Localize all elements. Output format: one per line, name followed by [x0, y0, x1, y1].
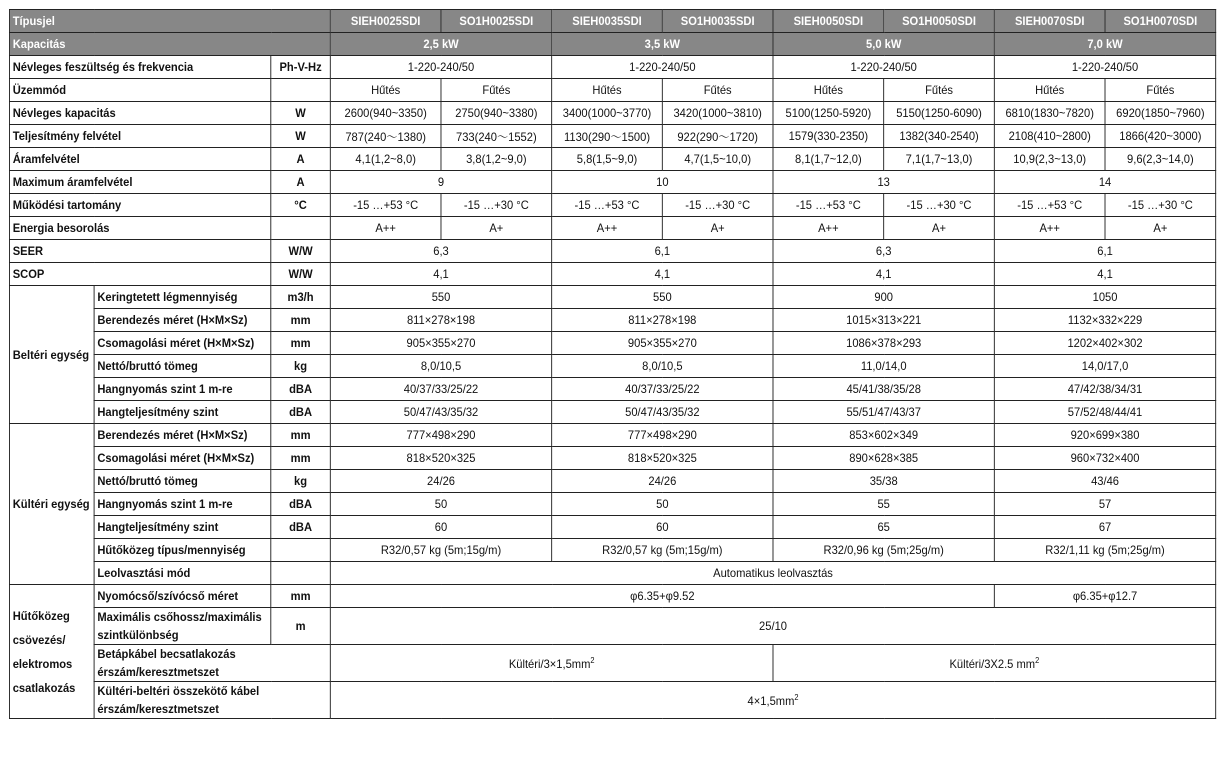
row-label: Névleges feszültség és frekvencia — [9, 56, 270, 79]
cell-value: 40/37/33/25/22 — [552, 378, 773, 401]
cell-value: φ6.35+φ12.7 — [994, 585, 1215, 608]
cell-value: 9 — [330, 171, 551, 194]
row-unit: mm — [271, 585, 331, 608]
cell-value: A+ — [441, 217, 552, 240]
cell-value: 7,1(1,7~13,0) — [884, 148, 995, 171]
table-row — [9, 286, 1215, 309]
cell-value: 55 — [773, 493, 994, 516]
capacity-value: 2,5 kW — [330, 33, 551, 56]
cell-value: 9,6(2,3~14,0) — [1105, 148, 1216, 171]
table-row — [9, 378, 1215, 401]
capacity-value: 7,0 kW — [994, 33, 1215, 56]
superscript: 2 — [590, 655, 595, 665]
cell-value: 818×520×325 — [552, 447, 773, 470]
cell-value: 550 — [330, 286, 551, 309]
row-label: Hűtőközeg típus/mennyiség — [94, 539, 271, 562]
cell-value: -15 …+30 °C — [662, 194, 773, 217]
table-row — [9, 332, 1215, 355]
row-label: Áramfelvétel — [9, 148, 270, 171]
cell-value: 11,0/14,0 — [773, 355, 994, 378]
table-row — [9, 470, 1215, 493]
row-label: Maximális csőhossz/maximális szintkülönbség — [94, 608, 271, 645]
capacity-value: 3,5 kW — [552, 33, 773, 56]
cell-value: 4,1 — [552, 263, 773, 286]
cell-value: 4,1(1,2~8,0) — [330, 148, 441, 171]
cell-value: R32/0,96 kg (5m;25g/m) — [773, 539, 994, 562]
cell-value: Fűtés — [441, 79, 552, 102]
cell-value: 60 — [552, 516, 773, 539]
table-row — [9, 645, 1215, 682]
cell-value: 900 — [773, 286, 994, 309]
cell-value: 922(290～1720) — [662, 125, 773, 148]
cell-value: A+ — [662, 217, 773, 240]
cell-value: -15 …+30 °C — [1105, 194, 1216, 217]
section-indoor: Beltéri egység — [9, 286, 94, 424]
model-name: SO1H0050SDI — [884, 10, 995, 33]
cell-value: 811×278×198 — [330, 309, 551, 332]
table-row — [9, 240, 1215, 263]
cell-value: -15 …+53 °C — [552, 194, 663, 217]
row-unit: kg — [271, 470, 331, 493]
cell-value: A+ — [884, 217, 995, 240]
table-row — [9, 263, 1215, 286]
row-unit: °C — [271, 194, 331, 217]
row-unit: W — [271, 125, 331, 148]
cell-value: Fűtés — [884, 79, 995, 102]
cell-value: 4,1 — [994, 263, 1215, 286]
cell-value: 818×520×325 — [330, 447, 551, 470]
table-row — [9, 355, 1215, 378]
cell-value: 920×699×380 — [994, 424, 1215, 447]
model-name: SIEH0035SDI — [552, 10, 663, 33]
cell-value: 8,0/10,5 — [552, 355, 773, 378]
cell-value: 50 — [552, 493, 773, 516]
cell-value: 50/47/43/35/32 — [330, 401, 551, 424]
model-name: SO1H0035SDI — [662, 10, 773, 33]
row-label: Maximum áramfelvétel — [9, 171, 270, 194]
cell-value: 811×278×198 — [552, 309, 773, 332]
cell-value: 2108(410~2800) — [994, 125, 1105, 148]
spec-table — [9, 9, 1216, 719]
cell-value: 55/51/47/43/37 — [773, 401, 994, 424]
row-unit — [271, 79, 331, 102]
row-unit: dBA — [271, 516, 331, 539]
row-unit: A — [271, 171, 331, 194]
row-label: Csomagolási méret (H×M×Sz) — [94, 447, 271, 470]
superscript: 2 — [794, 692, 799, 702]
cell-value: -15 …+30 °C — [884, 194, 995, 217]
row-label: Nyomócső/szívócső méret — [94, 585, 271, 608]
table-row — [9, 608, 1215, 645]
capacity-value: 5,0 kW — [773, 33, 994, 56]
cell-value: 2600(940~3350) — [330, 102, 441, 125]
row-unit: W — [271, 102, 331, 125]
cell-value: 67 — [994, 516, 1215, 539]
cell-value: 777×498×290 — [552, 424, 773, 447]
cell-value: 1-220-240/50 — [330, 56, 551, 79]
cell-value: 777×498×290 — [330, 424, 551, 447]
cell-value: 50 — [330, 493, 551, 516]
cell-value: -15 …+30 °C — [441, 194, 552, 217]
row-unit: W/W — [271, 240, 331, 263]
capacity-header-row — [9, 33, 1215, 56]
cell-value: 6,1 — [552, 240, 773, 263]
row-label: Csomagolási méret (H×M×Sz) — [94, 332, 271, 355]
cell-value: 3420(1000~3810) — [662, 102, 773, 125]
model-name: SO1H0070SDI — [1105, 10, 1216, 33]
cell-value: 5100(1250-5920) — [773, 102, 884, 125]
cell-value: 1-220-240/50 — [552, 56, 773, 79]
cell-value: 733(240～1552) — [441, 125, 552, 148]
cell-value: 1132×332×229 — [994, 309, 1215, 332]
table-row — [9, 424, 1215, 447]
cell-value: 1-220-240/50 — [994, 56, 1215, 79]
cell-value: 1086×378×293 — [773, 332, 994, 355]
model-name: SIEH0070SDI — [994, 10, 1105, 33]
cell-value: 3,8(1,2~9,0) — [441, 148, 552, 171]
table-row — [9, 171, 1215, 194]
table-row — [9, 148, 1215, 171]
model-header-row — [9, 10, 1215, 33]
section-piping: Hűtőközeg csövezés/ elektromos csatlakozás — [9, 585, 94, 719]
cell-value: 57 — [994, 493, 1215, 516]
cell-value: 2750(940~3380) — [441, 102, 552, 125]
cell-value: 35/38 — [773, 470, 994, 493]
row-unit: A — [271, 148, 331, 171]
row-unit: dBA — [271, 493, 331, 516]
cell-value: 1015×313×221 — [773, 309, 994, 332]
row-unit: mm — [271, 424, 331, 447]
row-label: Leolvasztási mód — [94, 562, 271, 585]
model-name: SO1H0025SDI — [441, 10, 552, 33]
cell-value: 13 — [773, 171, 994, 194]
cell-value — [773, 645, 1216, 682]
cell-value: 1050 — [994, 286, 1215, 309]
cell-value: 47/42/38/34/31 — [994, 378, 1215, 401]
cell-value: -15 …+53 °C — [994, 194, 1105, 217]
cell-value: A++ — [330, 217, 441, 240]
row-unit: kg — [271, 355, 331, 378]
cell-value: R32/0,57 kg (5m;15g/m) — [552, 539, 773, 562]
row-unit: Ph-V-Hz — [271, 56, 331, 79]
cell-value: 1866(420~3000) — [1105, 125, 1216, 148]
cell-value: 10 — [552, 171, 773, 194]
row-label: Keringtetett légmennyiség — [94, 286, 271, 309]
capacity-label: Kapacitás — [9, 33, 330, 56]
row-unit: m3/h — [271, 286, 331, 309]
row-label: Hangnyomás szint 1 m-re — [94, 493, 271, 516]
cell-value: 1-220-240/50 — [773, 56, 994, 79]
cell-value: Hűtés — [552, 79, 663, 102]
cell-value: 550 — [552, 286, 773, 309]
row-unit: dBA — [271, 401, 331, 424]
cell-value — [330, 682, 1215, 719]
row-label: Betápkábel becsatlakozás érszám/keresztmetszet — [94, 645, 330, 682]
table-row — [9, 309, 1215, 332]
row-label: Hangnyomás szint 1 m-re — [94, 378, 271, 401]
cell-value: 4,7(1,5~10,0) — [662, 148, 773, 171]
table-row — [9, 56, 1215, 79]
cell-value: 40/37/33/25/22 — [330, 378, 551, 401]
cell-value: 890×628×385 — [773, 447, 994, 470]
cell-value: R32/0,57 kg (5m;15g/m) — [330, 539, 551, 562]
row-label: Berendezés méret (H×M×Sz) — [94, 309, 271, 332]
cell-value: 1382(340-2540) — [884, 125, 995, 148]
cell-value: 6,3 — [330, 240, 551, 263]
table-row — [9, 562, 1215, 585]
cell-value: 4,1 — [330, 263, 551, 286]
cell-value: 3400(1000~3770) — [552, 102, 663, 125]
superscript: 2 — [1035, 655, 1040, 665]
cell-value: 5150(1250-6090) — [884, 102, 995, 125]
cell-value: 8,0/10,5 — [330, 355, 551, 378]
cell-value: 24/26 — [552, 470, 773, 493]
row-label: SCOP — [9, 263, 270, 286]
cell-value: 6920(1850~7960) — [1105, 102, 1216, 125]
table-row — [9, 447, 1215, 470]
row-unit: W/W — [271, 263, 331, 286]
table-row — [9, 401, 1215, 424]
row-unit — [271, 562, 331, 585]
section-outdoor: Kültéri egység — [9, 424, 94, 585]
row-label: Üzemmód — [9, 79, 270, 102]
cell-value: A+ — [1105, 217, 1216, 240]
row-label: Teljesítmény felvétel — [9, 125, 270, 148]
row-unit: mm — [271, 447, 331, 470]
cell-value: 6,3 — [773, 240, 994, 263]
row-label: Nettó/bruttó tömeg — [94, 470, 271, 493]
cell-value: Hűtés — [330, 79, 441, 102]
row-unit: dBA — [271, 378, 331, 401]
cell-value: φ6.35+φ9.52 — [330, 585, 994, 608]
row-unit: mm — [271, 309, 331, 332]
cell-value: A++ — [552, 217, 663, 240]
cell-value: Hűtés — [994, 79, 1105, 102]
row-label: Nettó/bruttó tömeg — [94, 355, 271, 378]
cell-value: 60 — [330, 516, 551, 539]
row-unit: mm — [271, 332, 331, 355]
row-label: Névleges kapacitás — [9, 102, 270, 125]
table-row — [9, 493, 1215, 516]
row-unit — [271, 217, 331, 240]
cell-value: -15 …+53 °C — [773, 194, 884, 217]
cell-value: 24/26 — [330, 470, 551, 493]
cell-value: A++ — [773, 217, 884, 240]
table-row — [9, 79, 1215, 102]
cell-value: 4,1 — [773, 263, 994, 286]
row-label: Hangteljesítmény szint — [94, 516, 271, 539]
cell-value: Fűtés — [662, 79, 773, 102]
table-row — [9, 585, 1215, 608]
cell-value: 14,0/17,0 — [994, 355, 1215, 378]
power-cable-value-b: Kültéri/3X2.5 mm — [949, 656, 1036, 671]
cell-value: Fűtés — [1105, 79, 1216, 102]
row-label: Kültéri-beltéri összekötő kábel érszám/keresztmetszet — [94, 682, 330, 719]
power-cable-value-a: Kültéri/3×1,5mm — [508, 656, 591, 671]
row-unit — [271, 539, 331, 562]
cell-value: 57/52/48/44/41 — [994, 401, 1215, 424]
cell-value: 6,1 — [994, 240, 1215, 263]
row-label: Energia besorolás — [9, 217, 270, 240]
cell-value: 10,9(2,3~13,0) — [994, 148, 1105, 171]
cell-value: 787(240～1380) — [330, 125, 441, 148]
cell-value: 1202×402×302 — [994, 332, 1215, 355]
cell-value: 960×732×400 — [994, 447, 1215, 470]
row-label: SEER — [9, 240, 270, 263]
row-label: Hangteljesítmény szint — [94, 401, 271, 424]
cell-value: 905×355×270 — [552, 332, 773, 355]
table-row — [9, 125, 1215, 148]
table-row — [9, 516, 1215, 539]
table-row — [9, 539, 1215, 562]
cell-value: 853×602×349 — [773, 424, 994, 447]
cell-value: 43/46 — [994, 470, 1215, 493]
table-row — [9, 217, 1215, 240]
cell-value — [330, 645, 773, 682]
cell-value: 1130(290～1500) — [552, 125, 663, 148]
table-row — [9, 682, 1215, 719]
row-unit: m — [271, 608, 331, 645]
row-label: Működési tartomány — [9, 194, 270, 217]
cell-value: 50/47/43/35/32 — [552, 401, 773, 424]
cell-value: 905×355×270 — [330, 332, 551, 355]
model-name: SIEH0025SDI — [330, 10, 441, 33]
cell-value: Automatikus leolvasztás — [330, 562, 1215, 585]
model-name: SIEH0050SDI — [773, 10, 884, 33]
cell-value: 65 — [773, 516, 994, 539]
cell-value: 8,1(1,7~12,0) — [773, 148, 884, 171]
cell-value: R32/1,11 kg (5m;25g/m) — [994, 539, 1215, 562]
type-label: Típusjel — [9, 10, 330, 33]
cell-value: 14 — [994, 171, 1215, 194]
cell-value: Hűtés — [773, 79, 884, 102]
row-label: Berendezés méret (H×M×Sz) — [94, 424, 271, 447]
cell-value: A++ — [994, 217, 1105, 240]
table-row — [9, 194, 1215, 217]
cell-value: 1579(330-2350) — [773, 125, 884, 148]
link-cable-value: 4×1,5mm — [747, 693, 795, 708]
cell-value: 25/10 — [330, 608, 1215, 645]
cell-value: 45/41/38/35/28 — [773, 378, 994, 401]
cell-value: 5,8(1,5~9,0) — [552, 148, 663, 171]
cell-value: -15 …+53 °C — [330, 194, 441, 217]
cell-value: 6810(1830~7820) — [994, 102, 1105, 125]
table-row — [9, 102, 1215, 125]
